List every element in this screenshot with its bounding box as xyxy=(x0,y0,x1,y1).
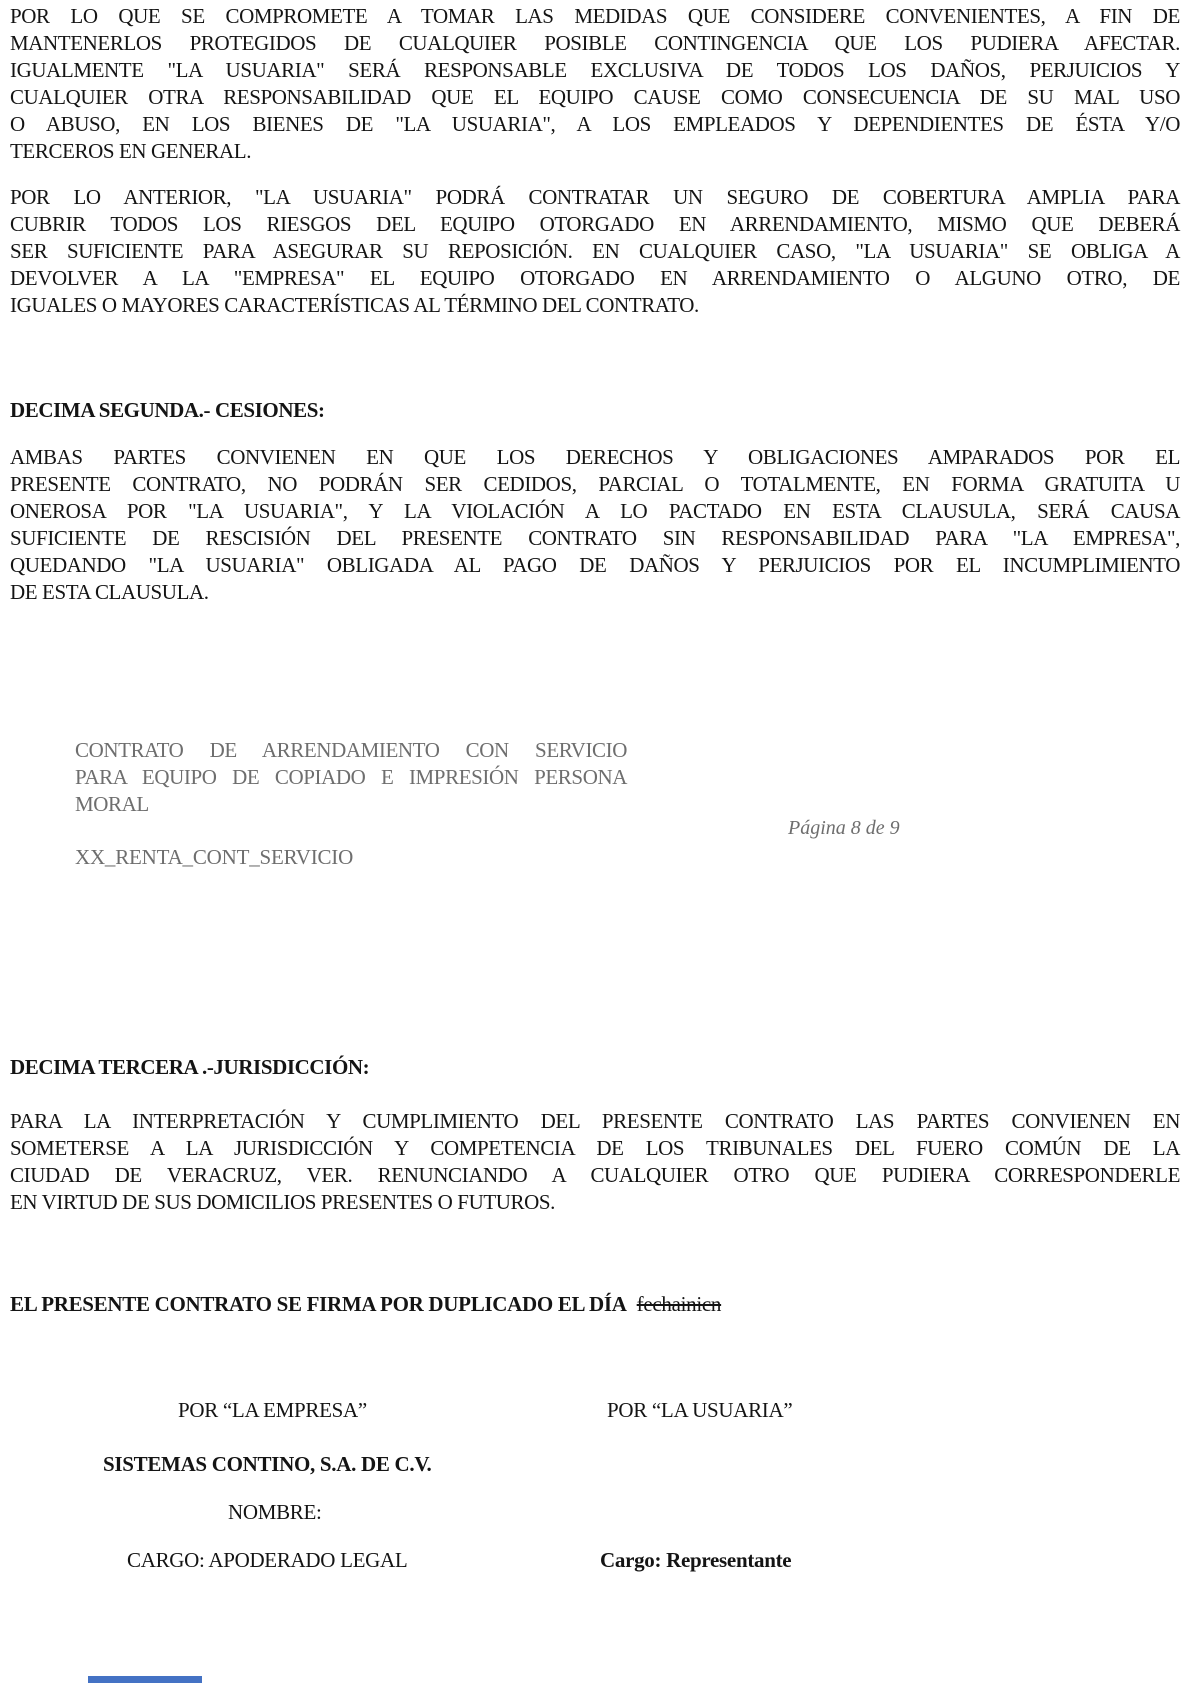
signing-statement-text: EL PRESENTE CONTRATO SE FIRMA POR DUPLICADO EL DÍA xyxy=(10,1292,627,1316)
date-placeholder-strikethrough: fechainicn xyxy=(636,1292,722,1316)
text-line: DEVOLVER A LA "EMPRESA" EL EQUIPO OTORGADO EN ARRENDAMIENTO O ALGUNO OTRO, DE xyxy=(10,266,1180,290)
heading-decima-segunda-cesiones: DECIMA SEGUNDA.- CESIONES: xyxy=(10,398,325,422)
cargo-empresa-label: CARGO: APODERADO LEGAL xyxy=(127,1548,408,1572)
paragraph-jurisdiccion xyxy=(10,1108,1180,1216)
text-line: MORAL xyxy=(75,792,149,816)
cargo-usuaria-label: Cargo: Representante xyxy=(600,1548,792,1572)
paragraph-cesiones xyxy=(10,444,1180,606)
text-line: DE ESTA CLAUSULA. xyxy=(10,580,209,604)
text-line: POR LO QUE SE COMPROMETE A TOMAR LAS MEDIDAS QUE CONSIDERE CONVENIENTES, A FIN DE xyxy=(10,4,1180,28)
template-code: XX_RENTA_CONT_SERVICIO xyxy=(75,845,354,869)
page-footer-contract-title xyxy=(75,737,627,818)
text-line: QUEDANDO "LA USUARIA" OBLIGADA AL PAGO DE DAÑOS Y PERJUICIOS POR EL INCUMPLIMIENTO xyxy=(10,553,1180,577)
text-line: ONEROSA POR "LA USUARIA", Y LA VIOLACIÓN A LO PACTADO EN ESTA CLAUSULA, SERÁ CAUSA xyxy=(10,499,1180,523)
company-name: SISTEMAS CONTINO, S.A. DE C.V. xyxy=(103,1452,432,1476)
text-line: PRESENTE CONTRATO, NO PODRÁN SER CEDIDOS, PARCIAL O TOTALMENTE, EN FORMA GRATUITA U xyxy=(10,472,1180,496)
text-line: O ABUSO, EN LOS BIENES DE "LA USUARIA", A LOS EMPLEADOS Y DEPENDIENTES DE ÉSTA Y/O xyxy=(10,112,1180,136)
text-line: CONTRATO DE ARRENDAMIENTO CON SERVICIO xyxy=(75,738,627,762)
heading-decima-tercera-jurisdiccion: DECIMA TERCERA .-JURISDICCIÓN: xyxy=(10,1055,370,1079)
text-line: TERCEROS EN GENERAL. xyxy=(10,139,252,163)
paragraph-responsabilidad xyxy=(10,3,1180,165)
nombre-label: NOMBRE: xyxy=(228,1500,322,1524)
signature-header-empresa: POR “LA EMPRESA” xyxy=(178,1398,367,1422)
text-line: CUBRIR TODOS LOS RIESGOS DEL EQUIPO OTORGADO EN ARRENDAMIENTO, MISMO QUE DEBERÁ xyxy=(10,212,1180,236)
text-line: PARA LA INTERPRETACIÓN Y CUMPLIMIENTO DEL PRESENTE CONTRATO LAS PARTES CONVIENEN EN xyxy=(10,1109,1180,1133)
text-line: SUFICIENTE DE RESCISIÓN DEL PRESENTE CONTRATO SIN RESPONSABILIDAD PARA "LA EMPRESA", xyxy=(10,526,1180,550)
text-line: IGUALMENTE "LA USUARIA" SERÁ RESPONSABLE EXCLUSIVA DE TODOS LOS DAÑOS, PERJUICIOS Y xyxy=(10,58,1180,82)
signing-statement xyxy=(10,1292,721,1317)
text-line: EN VIRTUD DE SUS DOMICILIOS PRESENTES O FUTUROS. xyxy=(10,1190,556,1214)
page-number: Página 8 de 9 xyxy=(788,817,900,839)
text-line: POR LO ANTERIOR, "LA USUARIA" PODRÁ CONTRATAR UN SEGURO DE COBERTURA AMPLIA PARA xyxy=(10,185,1180,209)
text-line: MANTENERLOS PROTEGIDOS DE CUALQUIER POSIBLE CONTINGENCIA QUE LOS PUDIERA AFECTAR. xyxy=(10,31,1180,55)
text-line: SOMETERSE A LA JURISDICCIÓN Y COMPETENCIA DE LOS TRIBUNALES DEL FUERO COMÚN DE LA xyxy=(10,1136,1180,1160)
paragraph-seguro xyxy=(10,184,1180,319)
signature-header-usuaria: POR “LA USUARIA” xyxy=(607,1398,793,1422)
text-line: IGUALES O MAYORES CARACTERÍSTICAS AL TÉRMINO DEL CONTRATO. xyxy=(10,293,699,317)
text-line: CIUDAD DE VERACRUZ, VER. RENUNCIANDO A CUALQUIER OTRO QUE PUDIERA CORRESPONDERLE xyxy=(10,1163,1180,1187)
text-line: PARA EQUIPO DE COPIADO E IMPRESIÓN PERSONA xyxy=(75,765,627,789)
text-line: CUALQUIER OTRA RESPONSABILIDAD QUE EL EQUIPO CAUSE COMO CONSECUENCIA DE SU MAL USO xyxy=(10,85,1180,109)
text-line: AMBAS PARTES CONVIENEN EN QUE LOS DERECHOS Y OBLIGACIONES AMPARADOS POR EL xyxy=(10,445,1180,469)
footer-blue-bar xyxy=(88,1676,202,1683)
text-line: SER SUFICIENTE PARA ASEGURAR SU REPOSICIÓN. EN CUALQUIER CASO, "LA USUARIA" SE OBLIGA A xyxy=(10,239,1180,263)
